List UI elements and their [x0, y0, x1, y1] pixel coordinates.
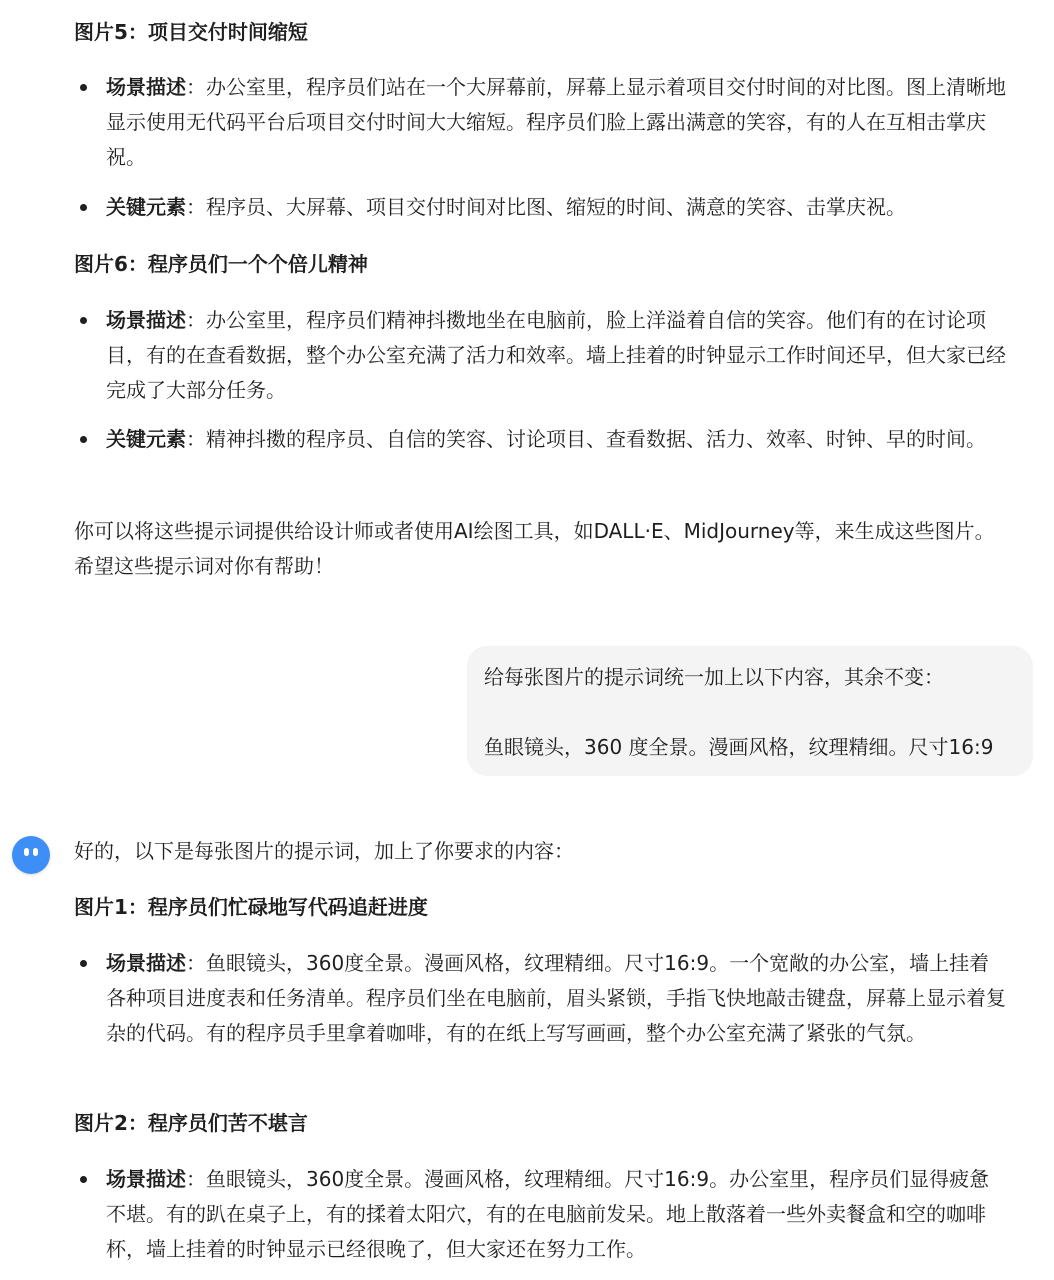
section-heading: 图片5：项目交付时间缩短 — [74, 20, 308, 44]
item-label: 关键元素 — [106, 195, 186, 219]
list-item — [80, 422, 1010, 457]
bullet-dot — [80, 204, 87, 211]
section-heading: 图片2：程序员们苦不堪言 — [74, 1111, 308, 1135]
list-item-text — [106, 946, 1006, 1051]
closing-paragraph: 你可以将这些提示词提供给设计师或者使用AI绘图工具，如DALL·E、MidJourney等，来生成这些图片。希望这些提示词对你有帮助！ — [74, 519, 995, 578]
list-item — [80, 303, 1010, 408]
list-item — [80, 946, 1010, 1051]
bullet-dot — [80, 84, 87, 91]
item-label: 场景描述 — [106, 1167, 186, 1191]
item-label: 关键元素 — [106, 427, 186, 451]
list-item-text — [106, 190, 1006, 225]
item-body: ：鱼眼镜头，360度全景。漫画风格，纹理精细。尺寸16:9。一个宽敞的办公室，墙上挂着各种项目进度表和任务清单。程序员们坐在电脑前，眉头紧锁，手指飞快地敲击键盘，屏幕上显示着复杂的代码。有的程序员手里拿着咖啡，有的在纸上写写画画，整个办公室充满了紧张的气氛。 — [106, 951, 1006, 1045]
user-message-line: 鱼眼镜头，360 度全景。漫画风格，纹理精细。尺寸16:9 — [484, 735, 994, 759]
list-item-text — [106, 70, 1006, 175]
list-item-text — [106, 422, 1006, 457]
bullet-dot — [80, 1176, 87, 1183]
item-label: 场景描述 — [106, 308, 186, 332]
avatar-eye — [33, 848, 38, 856]
bullet-dot — [80, 317, 87, 324]
assistant-avatar-icon — [12, 836, 50, 874]
bullet-dot — [80, 960, 87, 967]
user-message-bubble — [467, 646, 1033, 776]
list-item — [80, 70, 1010, 175]
item-body: ：鱼眼镜头，360度全景。漫画风格，纹理精细。尺寸16:9。办公室里，程序员们显得疲惫不堪。有的趴在桌子上，有的揉着太阳穴，有的在电脑前发呆。地上散落着一些外卖餐盒和空的咖啡杯，墙上挂着的时钟显示已经很晚了，但大家还在努力工作。 — [106, 1167, 990, 1261]
assistant-intro: 好的，以下是每张图片的提示词，加上了你要求的内容： — [74, 839, 574, 863]
list-item-text — [106, 303, 1006, 408]
item-body: ：精神抖擞的程序员、自信的笑容、讨论项目、查看数据、活力、效率、时钟、早的时间。 — [186, 427, 986, 451]
item-body: ：办公室里，程序员们精神抖擞地坐在电脑前，脸上洋溢着自信的笑容。他们有的在讨论项目，有的在查看数据，整个办公室充满了活力和效率。墙上挂着的时钟显示工作时间还早，但大家已经完成了大部分任务。 — [106, 308, 1006, 402]
item-body: ：办公室里，程序员们站在一个大屏幕前，屏幕上显示着项目交付时间的对比图。图上清晰地显示使用无代码平台后项目交付时间大大缩短。程序员们脸上露出满意的笑容，有的人在互相击掌庆祝。 — [106, 75, 1006, 169]
item-label: 场景描述 — [106, 75, 186, 99]
section-heading: 图片6：程序员们一个个倍儿精神 — [74, 252, 368, 276]
user-message-line: 给每张图片的提示词统一加上以下内容，其余不变： — [484, 665, 944, 689]
item-label: 场景描述 — [106, 951, 186, 975]
section-heading: 图片1：程序员们忙碌地写代码追赶进度 — [74, 895, 428, 919]
list-item — [80, 1162, 1010, 1267]
list-item — [80, 190, 1010, 225]
item-body: ：程序员、大屏幕、项目交付时间对比图、缩短的时间、满意的笑容、击掌庆祝。 — [186, 195, 906, 219]
avatar-eye — [24, 848, 29, 856]
list-item-text — [106, 1162, 1006, 1267]
bullet-dot — [80, 436, 87, 443]
